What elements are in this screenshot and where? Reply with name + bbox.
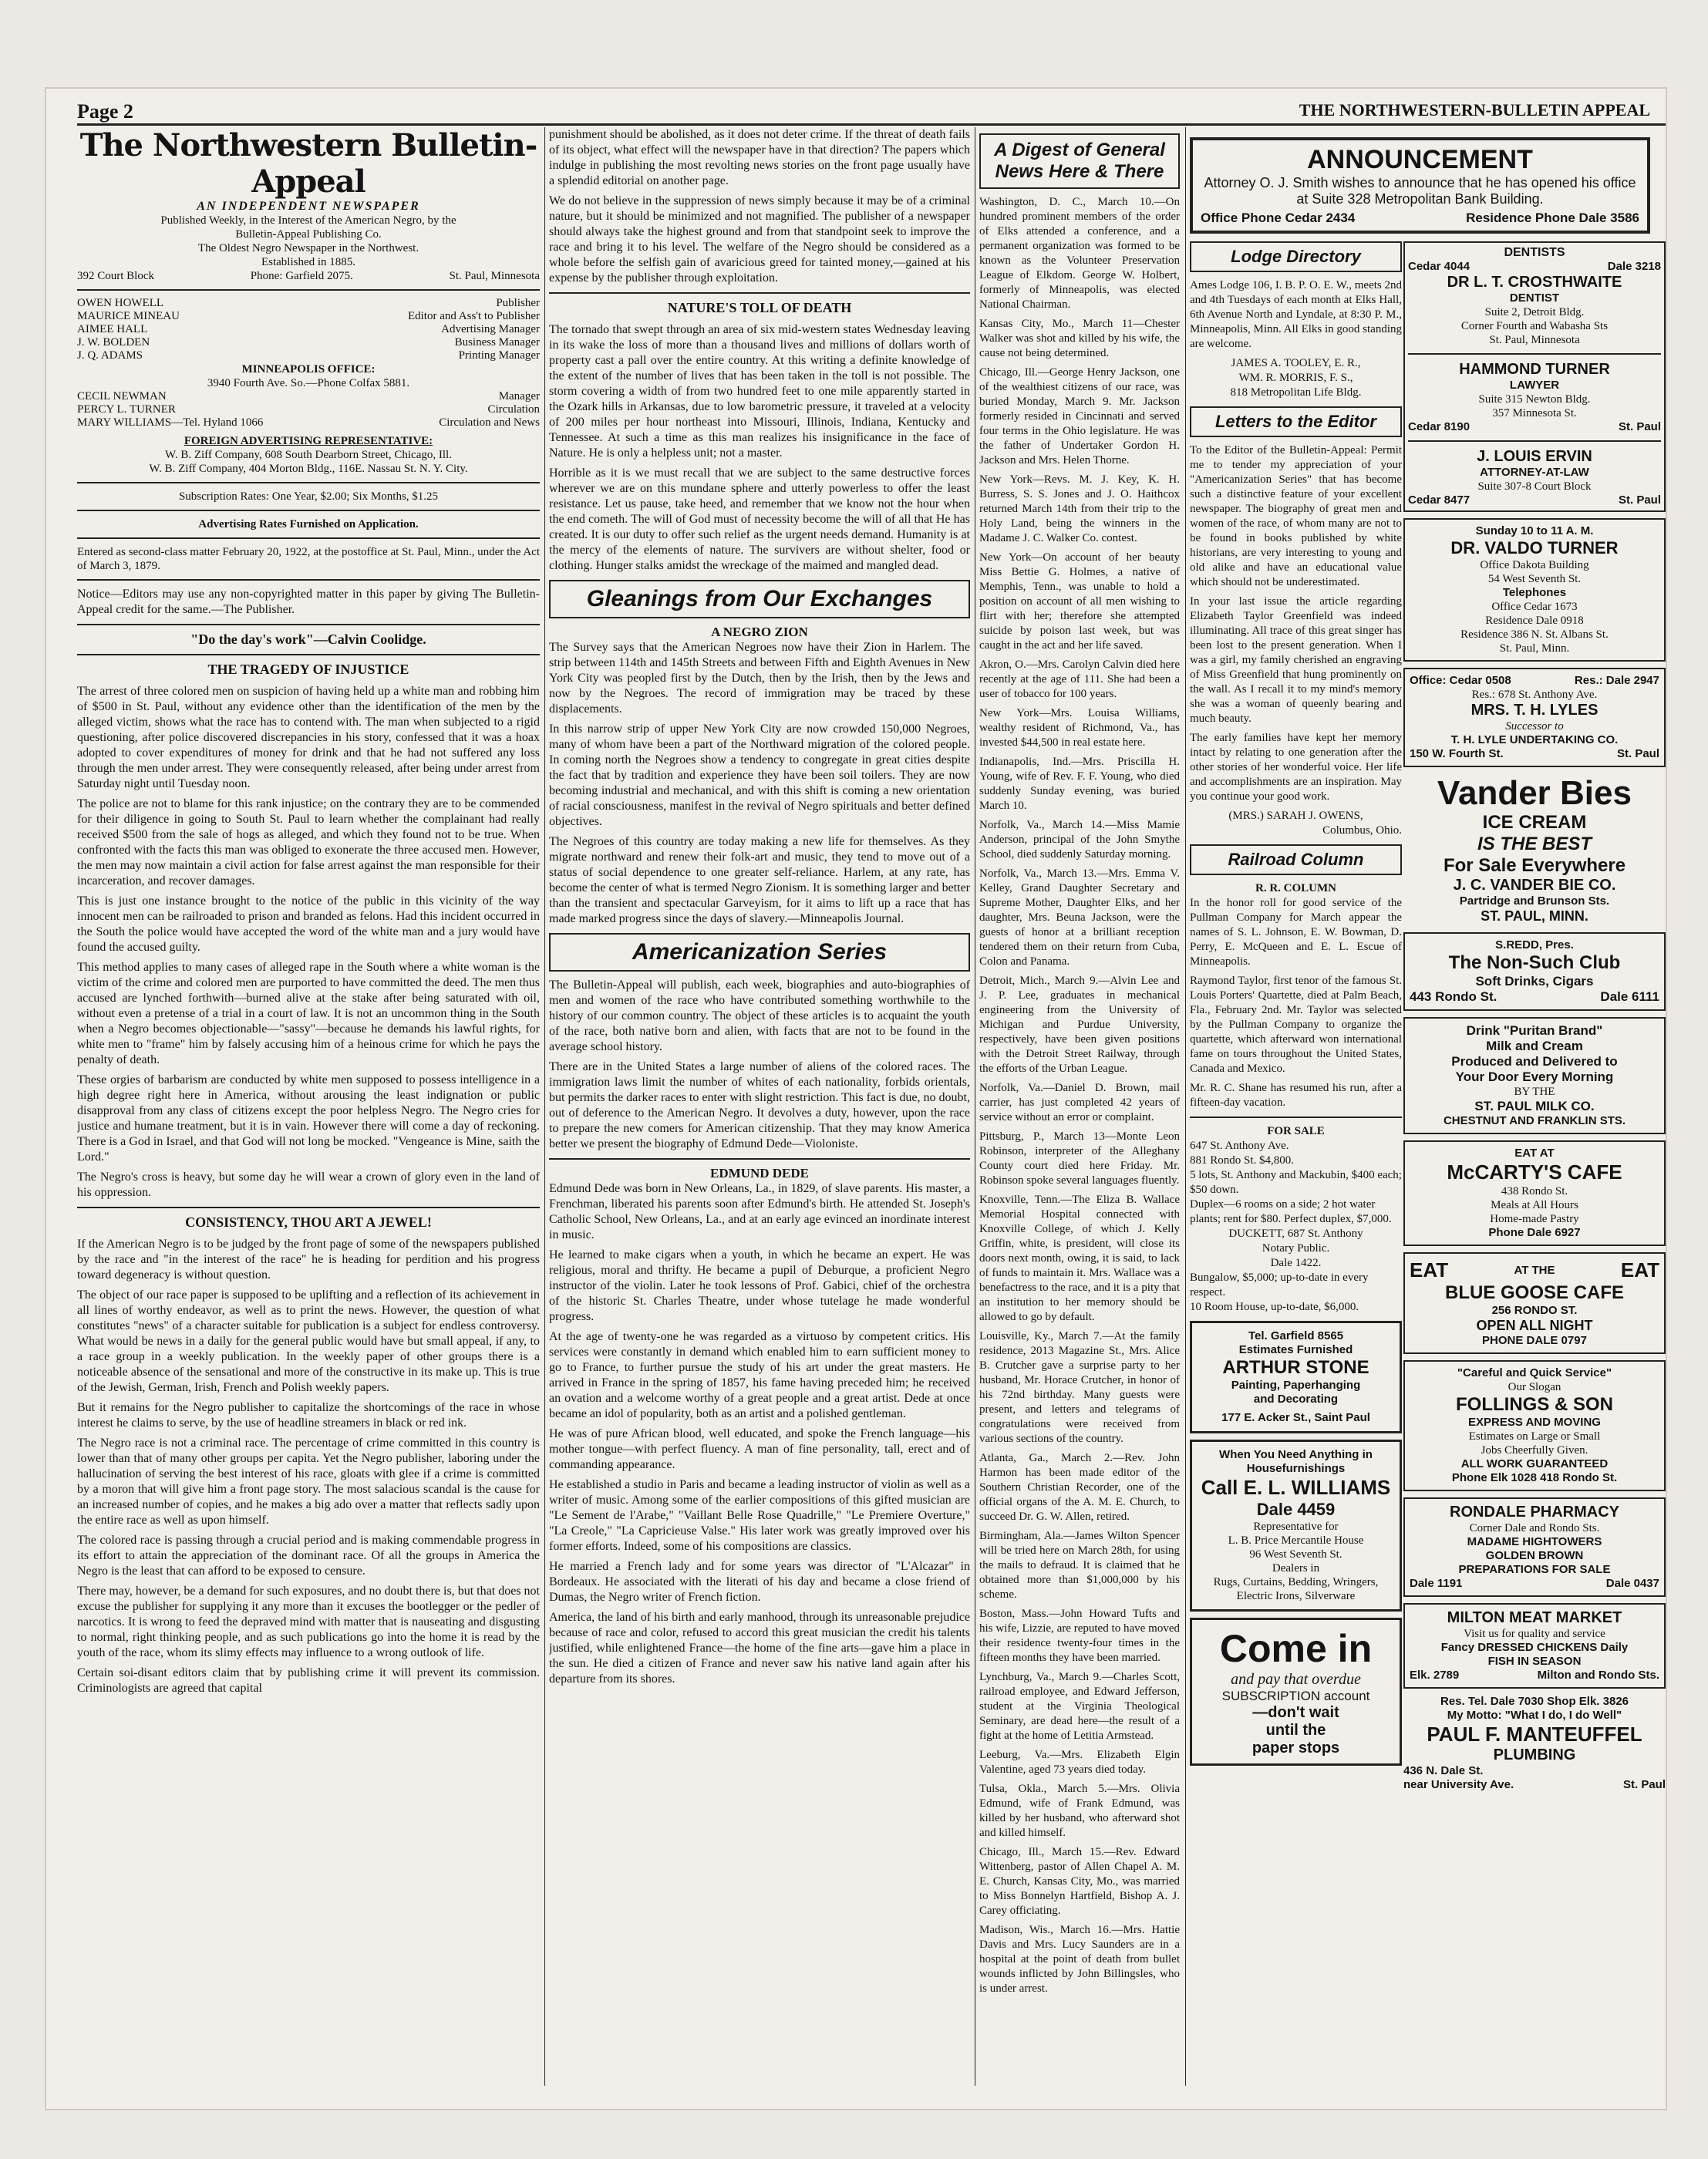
subscription-ad — [1190, 1618, 1402, 1766]
article-paragraph: The Negroes of this country are today making a new life for themselves. As they migrate northward and renew their folk-art and music, they tend to move out of a status of social dependence to one greater self-reliance. Harlem, at any rate, has become the center of what is termed Negro Zionism. It is something larger and better than the transient and spectacular Garveyism, for it aims to lift up a race that has made marked progress since the days of slavery.—Minneapolis Journal. — [549, 835, 970, 925]
ad-line: Milk and Cream — [1486, 1039, 1583, 1053]
ad-line: Produced and Delivered to — [1451, 1054, 1618, 1069]
minneapolis-title: MINNEAPOLIS OFFICE: — [241, 363, 376, 376]
news-item: Madison, Wis., March 16.—Mrs. Hattie Davis and Mrs. Lucy Saunders are in a hospital at the point of death from bullet wounds inflicted by John Billingsles, who is under arrest. — [979, 1924, 1180, 1995]
staff-name: OWEN HOWELL — [77, 297, 164, 309]
ad-line: Estimates Furnished — [1238, 1343, 1353, 1356]
ad-line: EAT — [1410, 1258, 1449, 1282]
article-paragraph: Edmund Dede was born in New Orleans, La., in 1829, of slave parents. His master, a Frenchman, liberated his parents soon after Edmund's birth. He attended St. Joseph's Catholic School, New Orleans, La., and at an early age evinced an inordinate interest in music. — [549, 1182, 970, 1241]
ad-phone: Dale 0437 — [1605, 1577, 1659, 1590]
ad-line: Residence 386 N. St. Albans St. — [1460, 628, 1609, 641]
letter-paragraph: The early families have kept her memory intact by relating to one generation after the other stories of her wonderful voice. Her life and accomplishments are an inspiration. May you continue your good work. — [1190, 732, 1402, 803]
forsale-line: 10 Room House, up-to-date, $6,000. — [1190, 1301, 1359, 1313]
ad-address — [1403, 1778, 1666, 1792]
ad-city: St. Paul — [1618, 420, 1661, 433]
ad-line: Painting, Paperhanging — [1231, 1379, 1361, 1392]
ad-headline: Come in — [1219, 1627, 1373, 1670]
article-paragraph: The Negro's cross is heavy, but some day he will wear a crown of glory even in the land of his oppression. — [77, 1170, 540, 1199]
divider — [77, 537, 540, 539]
forsale-line: Duplex—6 rooms on a side; 2 hot water plants; rent for $80. Perfect duplex, $7,000. — [1190, 1198, 1392, 1225]
article-paragraph: He learned to make cigars when a youth, in which he became an expert. He was religious, moral and thrifty. He became a pupil of Deburque, a proficient Negro instructor of the violin. Later he took lessons of Prof. Gabici, chief of the orchestra of the historic St. Charles Theatre, under whose tutelage he made wonderful progress. — [549, 1248, 970, 1323]
arthur-stone-ad — [1190, 1321, 1402, 1433]
article-paragraph: The Negro race is not a criminal race. The percentage of crime committed in this country is lower than that of many other groups per capita. Yet the Negro publisher, laboring under the hallucination of serving the best interest of his race, gloats with glee if a crime is committed by a moron that will give him a front page story. The most salacious scandal is the cause for an increased number of copies, and he makes a big ado over a matter that reflects sadly upon the entire race as well as upon himself. — [77, 1437, 540, 1527]
ad-phone: Res.: Dale 2947 — [1574, 674, 1659, 687]
article-title: EDMUND DEDE — [710, 1166, 809, 1181]
ad-line: 357 Minnesota St. — [1492, 407, 1577, 419]
ad-line: Corner Fourth and Wabasha Sts — [1460, 320, 1609, 332]
section-heading: Gleanings from Our Exchanges — [549, 580, 970, 618]
masthead-line: The Oldest Negro Newspaper in the Northwest. — [197, 242, 419, 254]
rondale-pharmacy-ad — [1403, 1497, 1666, 1597]
article-paragraph: The Survey says that the American Negroes now have their Zion in Harlem. The strip between 114th and 145th Streets and between Fifth and Eighth Avenues in New York City was peopled first by the Dutch, then by the Irish, then by the Jews and now by the Negroes. The record of immigration may be traced by these displacements. — [549, 641, 970, 716]
article-paragraph: Horrible as it is we must recall that we are subject to the same destructive forces wherever we are on this mundane sphere and utterly powerless to offer the least resistance. Let us pause, take heed, and remember that we know not the hour when the end cometh. The will of God must of necessity become the will of all that He has created. It is our duty to offer such relief as the urgent needs demand. Humanity is at the mercy of the elements of nature. The survivers are without shelter, food or clothing. Hunger stalks amidst the wreckage of the maimed and mangled dead. — [549, 466, 970, 572]
ad-name: Vander Bies — [1437, 774, 1632, 812]
staff-role: Publisher — [496, 297, 540, 309]
article-title: NATURE'S TOLL OF DEATH — [667, 300, 852, 315]
advertising-rates: Advertising Rates Furnished on Application. — [198, 518, 419, 530]
ad-line: Res.: 678 St. Anthony Ave. — [1471, 689, 1598, 701]
column-ads — [1403, 235, 1666, 2086]
ad-line: Office Cedar 1673 — [1491, 601, 1578, 613]
ad-line: Suite 2, Detroit Bldg. — [1484, 306, 1585, 318]
news-item: Akron, O.—Mrs. Carolyn Calvin died here recently at the age of 111. She had been a user of tobacco for 100 years. — [979, 658, 1180, 700]
ad-line: "Careful and Quick Service" — [1457, 1366, 1612, 1379]
staff-name: J. W. BOLDEN — [77, 336, 150, 349]
column-features — [549, 127, 970, 2086]
staff-role: Printing Manager — [458, 349, 540, 362]
ad-line: Rugs, Curtains, Bedding, Wringers, Electric Irons, Silverware — [1213, 1576, 1379, 1602]
ad-city: St. Paul — [1618, 493, 1661, 507]
foreign-title: FOREIGN ADVERTISING REPRESENTATIVE: — [184, 435, 433, 447]
ad-address — [1410, 747, 1659, 761]
ad-phone: Cedar 4044 — [1408, 260, 1470, 273]
announcement-phones — [1201, 211, 1639, 226]
forsale-title: FOR SALE — [1267, 1125, 1325, 1137]
ad-phone: Cedar 8190 — [1408, 420, 1470, 433]
news-item: Tulsa, Okla., March 5.—Mrs. Olivia Edmund, wife of Frank Edmund, was killed by her husband, who afterward shot and killed himself. — [979, 1783, 1180, 1839]
ad-phone: Cedar 8477 — [1408, 493, 1470, 507]
staff-name: CECIL NEWMAN — [77, 390, 167, 402]
ad-line: St. Paul, Minnesota — [1489, 334, 1580, 346]
masthead-address: 392 Court Block — [77, 270, 154, 282]
ad-line: Your Door Every Morning — [1455, 1069, 1614, 1084]
ad-line: EXPRESS AND MOVING — [1468, 1416, 1601, 1429]
forsale-line: Dale 1422. — [1270, 1257, 1322, 1269]
minneapolis-staff — [77, 390, 540, 429]
column-directory — [1190, 235, 1402, 2086]
column-digest — [979, 127, 1180, 2086]
ad-address — [1410, 1669, 1659, 1682]
lodge-officer: WM. R. MORRIS, F. S., — [1238, 372, 1353, 384]
article-paragraph: The police are not to blame for this rank injustice; on the contrary they are to be commended for their diligence in going to South St. Paul to learn whether the complainant had really received $500 from the sale of hogs as alleged, and which they found not to be true. When confronted with the facts this man was obliged to exonerate the three accused men. However, the men may now maintain a civil action for false arrest against the man responsible for their incarceration, and recover damages. — [77, 797, 540, 888]
lodge-officer: JAMES A. TOOLEY, E. R., — [1231, 357, 1361, 369]
article-paragraph: There may, however, be a demand for such exposures, and no doubt there is, but that does not excuse the publisher for supplying it any more than it excuses the bootlegger or the pedler of narcotics. It is wrong to feed the depraved mind with matter that is nauseating and disgusting to normal, right thinking people, and as such publications go into the home it is read by the youth of the race, whom its slimy effects may influence to a wrong outlook of life. — [77, 1585, 540, 1659]
divider — [549, 292, 970, 294]
blue-goose-ad — [1403, 1252, 1666, 1354]
lodge-text: Ames Lodge 106, I. B. P. O. E. W., meets 2nd and 4th Tuesdays of each month at Elks Hall, 6th Avenue North and Lyndale, at 8:30 P. M., Minneapolis, Minn. All Elks in good standing are welcome. — [1190, 279, 1402, 350]
ad-name: MRS. T. H. LYLES — [1470, 702, 1599, 719]
ad-line: Phone Elk 1028 418 Rondo St. — [1451, 1471, 1618, 1484]
masthead-title: The Northwestern Bulletin-Appeal — [79, 127, 537, 200]
masthead-phone: Phone: Garfield 2075. — [250, 270, 353, 282]
ad-line: PLUMBING — [1493, 1746, 1576, 1763]
staff-name: AIMEE HALL — [77, 323, 148, 335]
article-paragraph: If the American Negro is to be judged by the front page of some of the newspapers published by the race and "in the interest of the race" he is heading for perdition and his progress toward degeneracy is without question. — [77, 1238, 540, 1282]
article-paragraph: The arrest of three colored men on suspicion of having held up a white man and robbing him of $500 in St. Paul, without any evidence other than the identification of the men by the alleged victim, shows what the race has to contend with. The man when subjected to a rigid questioning, after police discovered discrepancies in his story, confessed that it was a hoax adopted to cover expenditures of money for drink and that he had not suffered any loss through the men under arrest. They were consequently released, after being under arrest from Saturday night until Tuesday noon. — [77, 685, 540, 790]
article-paragraph: Certain soi-disant editors claim that by publishing crime it will prevent its commission. Criminologists are agreed that capital — [77, 1666, 540, 1695]
ad-line: Drink "Puritan Brand" — [1466, 1023, 1603, 1038]
masthead-city: St. Paul, Minnesota — [449, 270, 540, 282]
announcement-title: ANNOUNCEMENT — [1307, 145, 1533, 174]
ad-line: Jobs Cheerfully Given. — [1481, 1444, 1588, 1457]
subscription-rates: Subscription Rates: One Year, $2.00; Six Months, $1.25 — [178, 490, 439, 503]
ad-line: Telephones — [1502, 586, 1567, 599]
news-item: Pittsburg, P., March 13—Monte Leon Robinson, interpreter of the Alleghany County court died here Friday. Mr. Robinson spoke several languages fluently. — [979, 1130, 1180, 1187]
ad-line: Corner Dale and Rondo Sts. — [1469, 1522, 1600, 1534]
ad-phones — [1410, 674, 1659, 688]
article-paragraph: The tornado that swept through an area of six mid-western states Wednesday leaving in its wake the loss of more than a thousand lives and millions of dollars worth of property cast a pall over the entire country. At this writing a definite knowledge of the extent of the number of lives that has been taken in the toll is not possible. The storm covering a width of from two hundred feet to one mile apparently started in the Ozark hills in Arkansas, due to low barometric pressure, it traveled at a velocity of 200 miles per hour northeast into Missouri, Illinois, Indiana, Kentucky and Tennessee. At such a time as this man realizes his insignificance in the face of Nature. He is only a helpless unit; not a master. — [549, 323, 970, 460]
dentist-ad — [1403, 241, 1666, 512]
article-paragraph: He established a studio in Paris and became a leading instructor of violin as well as a writer of music. Among some of the earlier compositions of this gifted musician are "Le Sement de l'Arabe," "Vaillant Belle Rose Quadrille," "Le Premiere Overture," "La Creole," "La Capricieuse Valse." His later work was greatly improved over his former efforts. Indeed, some of his compositions are classics. — [549, 1478, 970, 1553]
ad-line: Fancy DRESSED CHICKENS Daily — [1440, 1641, 1629, 1654]
ad-street: 443 Rondo St. — [1410, 989, 1497, 1004]
ad-line: 54 West Seventh St. — [1487, 573, 1582, 585]
masthead-contact — [77, 269, 540, 283]
divider — [1190, 1117, 1402, 1118]
article-title: A NEGRO ZION — [711, 625, 808, 639]
railroad-paragraph: Mr. R. C. Shane has resumed his run, after a fifteen-day vacation. — [1190, 1082, 1402, 1109]
article-paragraph: punishment should be abolished, as it does not deter crime. If the threat of death fails of its object, what effect will the newspaper have in that direction? The papers which indulge in publishing the most revolting news stories on the front page usually have a splendid editorial on another page. — [549, 128, 970, 187]
article-paragraph: America, the land of his birth and early manhood, through its unreasonable prejudice because of race and color, refused to accord this great musician the credit his talents justified, while enlightened France—the home of the fine arts—gave him a place in the sun. He died a citizen of France and never saw his native land again after his departure from its shores. — [549, 1611, 970, 1686]
ad-name: McCARTY'S CAFE — [1447, 1160, 1622, 1184]
news-item: Kansas City, Mo., March 11—Chester Walker was shot and killed by his wife, the cause not being determined. — [979, 318, 1180, 359]
divider — [549, 1158, 970, 1160]
ad-line: ALL WORK GUARANTEED — [1460, 1457, 1609, 1470]
column-rule — [1185, 127, 1186, 2086]
letter-paragraph: To the Editor of the Bulletin-Appeal: Permit me to tender my appreciation of your "Americanization Series" that has become such a distinctive feature of your excellent newspaper. The biography of great men and women of the race, of whom many are not to be found in books published by white historians, are very interesting to young and old alike and have an educational value which should not be underestimated. — [1190, 444, 1402, 588]
ad-name: BLUE GOOSE CAFE — [1444, 1282, 1625, 1303]
valdo-turner-ad — [1403, 518, 1666, 662]
news-item: Louisville, Ky., March 7.—At the family residence, 2013 Magazine St., Mrs. Alice B. Crutcher gave a surprise party to her husband, Mr. Horace Crutcher, in honor of his 72nd birthday. Many guests were present, and letters and telegrams of congratulations were received from various sections of the country. — [979, 1330, 1180, 1445]
ad-line: EAT — [1620, 1258, 1659, 1282]
column-rule — [544, 127, 545, 2086]
lyles-ad — [1403, 668, 1666, 767]
ad-line: Soft Drinks, Cigars — [1475, 974, 1594, 989]
ad-line: ATTORNEY-AT-LAW — [1480, 466, 1589, 479]
article-paragraph: This is just one instance brought to the notice of the public in this vicinity of the way innocent men can be railroaded to prison and branded as felons. Had this incident occurred in the South the police would have accepted the word of the white man and a jury would have found the accused guilty. — [77, 894, 540, 954]
entered-notice: Entered as second-class matter February 20, 1922, at the postoffice at St. Paul, Minn., under the Act of March 3, 1879. — [77, 546, 540, 572]
section-heading: Letters to the Editor — [1190, 406, 1402, 437]
ad-line: SUBSCRIPTION account — [1221, 1689, 1370, 1703]
divider — [77, 624, 540, 625]
ad-line: Suite 315 Newton Bldg. — [1478, 393, 1591, 406]
article-paragraph: He married a French lady and for some years was director of "L'Alcazar" in Bordeaux. He associated with the literati of his day and became a close friend of Dumas, the Negro writer of French fiction. — [549, 1560, 970, 1604]
article-paragraph: This method applies to many cases of alleged rape in the South where a white woman is the victim of the crime and colored men are purported to have committed the deed. The men thus accused are lynched forthwith—burned alive at the stake after being saturated with oil, without even a pretense of a trial in a court of law. It is not an uncommon thing in the South when a Negro becomes objectionable—"sassy"—because he demands his lawful rights, for white men to "frame" him by falsely accusing him of a heinous crime for which he pays the penalty of death. — [77, 961, 540, 1066]
ad-line: —don't wait — [1252, 1704, 1339, 1721]
ad-line: 256 RONDO ST. — [1491, 1304, 1578, 1317]
news-item: New York—Mrs. Louisa Williams, wealthy resident of Richmond, Va., has invested $44,500 in real estate here. — [979, 707, 1180, 749]
news-item: Atlanta, Ga., March 2.—Rev. John Harmon has been made editor of the Southern Christian Recorder, one of the official organs of the A. M. E. Church, to succeed Dr. G. W. Allen, retired. — [979, 1452, 1180, 1523]
article-paragraph: The Bulletin-Appeal will publish, each week, biographies and auto-biographies of men and women of the race who have contributed something worthwhile to the history of our common country. The object of these articles is to acquaint the youth of the race, both native born and alien, with facts that are not to be found in the average school history. — [549, 978, 970, 1053]
letter-paragraph: In your last issue the article regarding Elizabeth Taylor Greenfield was indeed illuminating. All trace of this great singer has been lost to the present generation. When I was a girl, my family cherished an engraving of Miss Greenfield that hung prominently on the wall. As I recall it to my mind's memory she was a woman of queenly bearing and much beauty. — [1190, 595, 1402, 725]
ad-line: St. Paul, Minn. — [1499, 642, 1570, 655]
ad-line: Office Dakota Building — [1480, 559, 1589, 571]
staff-name: MAURICE MINEAU — [77, 310, 180, 322]
ad-name: PAUL F. MANTEUFFEL — [1427, 1723, 1642, 1746]
ad-line: 438 Rondo St. — [1501, 1185, 1568, 1197]
ad-line: MADAME HIGHTOWERS — [1467, 1535, 1602, 1548]
ad-line: Suite 307-8 Court Block — [1477, 480, 1592, 493]
running-head: THE NORTHWESTERN-BULLETIN APPEAL — [1299, 100, 1650, 120]
ad-name: DR L. T. CROSTHWAITE — [1447, 274, 1622, 291]
ad-line: 96 West Seventh St. — [1249, 1548, 1342, 1561]
news-item: Norfolk, Va., March 14.—Miss Mamie Anderson, principal of the John Smythe School, died suddenly Saturday morning. — [979, 819, 1180, 861]
ad-line: until the — [1265, 1722, 1326, 1739]
staff-role: Circulation — [487, 403, 540, 416]
ad-street: 150 W. Fourth St. — [1410, 747, 1504, 760]
ad-line: Sunday 10 to 11 A. M. — [1475, 524, 1594, 537]
news-item: Washington, D. C., March 10.—On hundred prominent members of the order of Elks attended a conference, and a permanent organization was formed to be known as the Volunteer Preservation League of Elkdom. George W. Holbert, formerly of Minneapolis, was elected National Chairman. — [979, 196, 1180, 311]
ad-line: GOLDEN BROWN — [1485, 1549, 1584, 1562]
article-paragraph: The colored race is passing through a crucial period and is making commendable progress in its effort to attain the appreciation of the dominant race. Of all the groups in America the Negro is the least that can afford to be exposed to censure. — [77, 1534, 540, 1578]
ad-line: Res. Tel. Dale 7030 Shop Elk. 3826 — [1440, 1695, 1629, 1708]
news-item: Indianapolis, Ind.—Mrs. Priscilla H. Young, wife of Rev. F. F. Young, who died suddenly Sunday evening, was buried March 10. — [979, 756, 1180, 812]
ad-line: Tel. Garfield 8565 — [1248, 1329, 1344, 1342]
ad-phone: Dale 4459 — [1256, 1500, 1336, 1519]
railroad-paragraph: Raymond Taylor, first tenor of the famous St. Louis Porters' Quartette, died at Palm Beach, Fla., February 2nd. Mr. Taylor was selected by the Pullman Company to organize the quartette, which afterward won international fame on tours throughout the United States, Canada and Mexico. — [1190, 975, 1402, 1075]
article-paragraph: He was of pure African blood, well educated, and spoke the French language—his mother tongue—with perfect fluency. A man of fine personality, tall, erect and of commanding appearance. — [549, 1427, 970, 1471]
forsale-line: DUCKETT, 687 St. Anthony — [1228, 1228, 1363, 1240]
masthead-line: Bulletin-Appeal Publishing Co. — [235, 228, 382, 241]
ad-line: paper stops — [1252, 1740, 1340, 1757]
ad-street: near University Ave. — [1403, 1778, 1514, 1791]
ad-name: J. LOUIS ERVIN — [1477, 448, 1592, 465]
news-item: Birmingham, Ala.—James Wilton Spencer will be tried here on March 28th, for using the mails to defraud. It is claimed that he obtained more than $1,000,000 by his scheme. — [979, 1530, 1180, 1601]
ad-line: My Motto: "What I do, I do Well" — [1447, 1709, 1622, 1722]
ad-line: Phone Dale 6927 — [1488, 1226, 1581, 1239]
staff-role: Business Manager — [454, 336, 540, 349]
notice: Notice—Editors may use any non-copyrighted matter in this paper by giving The Bulletin-Appeal credit for the same.—The Publisher. — [77, 588, 540, 616]
forsale-line: 647 St. Anthony Ave. — [1190, 1140, 1289, 1152]
divider — [77, 654, 540, 655]
staff-name: J. Q. ADAMS — [77, 349, 143, 362]
news-item: Leeburg, Va.—Mrs. Elizabeth Elgin Valentine, aged 73 years died today. — [979, 1749, 1180, 1776]
ad-phones — [1410, 1577, 1659, 1591]
ad-line: PREPARATIONS FOR SALE — [1458, 1563, 1611, 1576]
ad-line: ST. PAUL, MINN. — [1481, 908, 1588, 924]
ad-line: ICE CREAM — [1482, 812, 1587, 833]
ad-phones — [1408, 493, 1661, 507]
divider — [1408, 440, 1661, 442]
ad-line: Meals at All Hours — [1491, 1199, 1578, 1211]
news-item: Chicago, Ill., March 15.—Rev. Edward Wittenberg, pastor of Allen Chapel A. M. E. Church, Kansas City, Mo., was married to Miss Bonnelyn Hartfield, Bishop A. J. Carey officiating. — [979, 1846, 1180, 1917]
section-heading: Lodge Directory — [1190, 241, 1402, 272]
ad-name: HAMMOND TURNER — [1459, 361, 1610, 378]
ad-phone: Dale 3218 — [1607, 260, 1661, 273]
article-paragraph: But it remains for the Negro publisher to capitalize the shortcomings of the race in whose interest he claims to serve, by the use of headline streamers in black or red ink. — [77, 1401, 540, 1430]
news-item: New York—On account of her beauty Miss Bettie G. Holmes, a native of Memphis, Tenn., was unable to hold a position on account of all men wishing to flirt with her; therefore she attempted suicide by poison last week, but was caught in the act and her life saved. — [979, 551, 1180, 652]
news-item: Chicago, Ill.—George Henry Jackson, one of the wealthiest citizens of our race, was buried Monday, March 9. Mr. Jackson formerly resided in Cincinnati and served four terms in the Ohio legislature. He was the father of Undertaker Gordon H. Jackson and Mrs. Helen Thorne. — [979, 366, 1180, 466]
staff-role: Advertising Manager — [441, 323, 540, 335]
divider — [77, 510, 540, 511]
article-title: CONSISTENCY, THOU ART A JEWEL! — [185, 1214, 432, 1230]
ad-name: DR. VALDO TURNER — [1450, 538, 1619, 557]
ad-line: Our Slogan — [1508, 1381, 1561, 1393]
section-heading: A Digest of General News Here & There — [979, 133, 1180, 189]
article-paragraph: At the age of twenty-one he was regarded as a virtuoso by competent critics. His services were constantly in demand which enabled him to earn sufficient money to go to France, to further pursue the study of his art under the great masters. He arrived in France in the spring of 1857, his fame having preceded him; he received an ovation and a welcome worthy of a great people and a great artist. Dede at once became an idol of popularity, both as an artist and a polished gentleman. — [549, 1330, 970, 1420]
motto: "Do the day's work"—Calvin Coolidge. — [190, 632, 426, 647]
ad-name: Call E. L. WILLIAMS — [1201, 1476, 1391, 1499]
masthead-line: Published Weekly, in the Interest of the American Negro, by the — [160, 214, 456, 227]
divider — [77, 289, 540, 291]
mccarty-ad — [1403, 1140, 1666, 1246]
milton-meat-ad — [1403, 1603, 1666, 1689]
ad-line: For Sale Everywhere — [1443, 855, 1626, 876]
ad-line: Representative for — [1253, 1521, 1339, 1533]
forsale-line: 881 Rondo St. $4,800. — [1190, 1154, 1295, 1167]
ad-line: Visit us for quality and service — [1464, 1628, 1605, 1640]
ad-city: St. Paul — [1622, 1778, 1666, 1791]
ad-line: OPEN ALL NIGHT — [1476, 1318, 1593, 1333]
ad-line: 436 N. Dale St. — [1403, 1764, 1484, 1777]
announcement-ad — [1190, 137, 1650, 234]
office-phone: Office Phone Cedar 2434 — [1201, 211, 1356, 225]
header-rule — [77, 123, 1666, 126]
news-item: Knoxville, Tenn.—The Eliza B. Wallace Memorial Hospital connected with Knoxville College, of which J. Kelly Griffin, white, is president, will close its doors next month, owing, it is said, to lack of funds to maintain it. Mrs. Wallace was a benefactress to the race, and it is a pity that an institution to her memory should be allowed to go by default. — [979, 1194, 1180, 1323]
masthead-line: Established in 1885. — [261, 256, 356, 268]
ad-phones — [1408, 420, 1661, 434]
staff-role: Circulation and News — [439, 416, 540, 429]
ad-line: BY THE — [1514, 1086, 1555, 1098]
ad-line: Partridge and Brunson Sts. — [1459, 894, 1610, 908]
ad-line: and Decorating — [1253, 1393, 1339, 1406]
ad-line: Home-made Pastry — [1490, 1213, 1579, 1225]
foreign-line: W. B. Ziff Company, 404 Morton Bldg., 116E. Nassau St. N. Y. City. — [149, 463, 468, 475]
ad-line: PHONE DALE 0797 — [1482, 1334, 1587, 1347]
ad-line: L. B. Price Mercantile House — [1228, 1534, 1364, 1547]
foreign-line: W. B. Ziff Company, 608 South Dearborn Street, Chicago, Ill. — [165, 449, 452, 461]
article-paragraph: We do not believe in the suppression of news simply because it may be of a criminal nature, but it should be minimized and not magnified. The publisher of a newspaper should always take the highest ground and from that standpoint seek to improve the race and bring it to his level. The welfare of the Negro should be considered as a whole before the selfish gain of avaricious greed for tainted money,—gained at his expense by the publisher through exploitation. — [549, 194, 970, 285]
ad-eat-row — [1410, 1258, 1659, 1282]
divider — [77, 482, 540, 483]
divider — [77, 579, 540, 581]
ad-line: Housefurnishings — [1246, 1462, 1346, 1475]
section-heading: Railroad Column — [1190, 844, 1402, 875]
follings-ad — [1403, 1360, 1666, 1491]
williams-ad — [1190, 1440, 1402, 1612]
ad-line: LAWYER — [1509, 379, 1560, 392]
ad-name: The Non-Such Club — [1448, 952, 1621, 973]
ad-line: CHESTNUT AND FRANKLIN STS. — [1443, 1114, 1626, 1127]
ad-line: When You Need Anything in — [1219, 1448, 1373, 1461]
ad-phone: Dale 6111 — [1600, 989, 1659, 1004]
railroad-paragraph: In the honor roll for good service of the Pullman Company for March appear the names of S. L. Johnson, E. W. Bowman, D. Perry, E. McQueen and E. L. Escue of Minneapolis. — [1190, 897, 1402, 968]
article-title: THE TRAGEDY OF INJUSTICE — [207, 662, 409, 677]
letter-signature: (MRS.) SARAH J. OWENS, — [1228, 810, 1363, 822]
ad-line: IS THE BEST — [1477, 834, 1592, 854]
milk-ad — [1403, 1017, 1666, 1134]
minneapolis-address: 3940 Fourth Ave. So.—Phone Colfax 5881. — [207, 377, 410, 389]
staff-role: Manager — [498, 390, 540, 402]
news-item: Norfolk, Va., March 13.—Mrs. Emma V. Kelley, Grand Daughter Secretary and Supreme Mother, Daughter Elks, and her daughter, Mrs. Beuna Jackson, were the guests of honor at a brilliant reception tendered them on their return from Cuba, Colon and Panama. — [979, 867, 1180, 968]
column-byline: R. R. COLUMN — [1255, 882, 1336, 894]
page-number: Page 2 — [77, 100, 133, 123]
ad-line: Successor to — [1505, 720, 1564, 733]
staff-role: Editor and Ass't to Publisher — [407, 310, 540, 322]
ad-street: Milton and Rondo Sts. — [1537, 1669, 1659, 1682]
ad-heading: DENTISTS — [1504, 246, 1565, 259]
forsale-line: Bungalow, $5,000; up-to-date in every respect. — [1190, 1271, 1369, 1298]
ad-address — [1410, 989, 1659, 1005]
column-editorial — [77, 127, 540, 2086]
ad-phone: Dale 1191 — [1410, 1577, 1463, 1590]
letter-city: Columbus, Ohio. — [1322, 824, 1402, 837]
ad-line: J. C. VANDER BIE CO. — [1453, 877, 1616, 894]
staff-name: PERCY L. TURNER — [77, 403, 176, 416]
ad-line: EAT AT — [1514, 1147, 1555, 1160]
ad-line: Residence Dale 0918 — [1485, 615, 1584, 627]
announcement-text: Attorney O. J. Smith wishes to announce that he has opened his office at Suite 328 Metropolitan Bank Building. — [1204, 175, 1636, 207]
article-paragraph: The object of our race paper is supposed to be uplifting and a reflection of its achievement in all lines of worthy endeavor, as well as to print the news. However, the question of what constitutes "news" of a character suitable for publication is a subject for endless controversy. What would be news in a daily for the general public would have but small appeal, if any, to a race group in a weekly publication. In the weekly paper of other groups there is a noticeable absence of the sensational and more of the constructive in its make up. This is true of the Jewish, German, Irish, French and Polish weekly papers. — [77, 1288, 540, 1394]
ad-phone: Office: Cedar 0508 — [1410, 674, 1511, 687]
ad-line: FISH IN SEASON — [1487, 1655, 1582, 1668]
manteuffel-ad — [1403, 1695, 1666, 1792]
ad-phone: Elk. 2789 — [1410, 1669, 1460, 1682]
nonsuch-club-ad — [1403, 932, 1666, 1011]
ad-line: 177 E. Acker St., Saint Paul — [1221, 1411, 1370, 1424]
staff-name: MARY WILLIAMS—Tel. Hyland 1066 — [77, 416, 264, 429]
ad-city: St. Paul — [1616, 747, 1659, 760]
lodge-address: 818 Metropolitan Life Bldg. — [1230, 386, 1362, 399]
news-item: Boston, Mass.—John Howard Tufts and his wife, Lizzie, are reputed to have moved their residence twenty-four times in the fifteen months they have been married. — [979, 1608, 1180, 1664]
article-paragraph: In this narrow strip of upper New York City are now crowded 150,000 Negroes, many of whom have been a part of the Northward migration of the colored people. In coming north the Negroes show a tendency to congregate in great cities despite the fact that by tradition and experience they have been soil toilers. They are now becoming industrial and mechanical, and with this shift is coming a new orientation of racial consciousness, manifest in the revival of Negro spirituals and better defined objectives. — [549, 722, 970, 828]
ad-line: AT THE — [1514, 1264, 1555, 1277]
ad-line: Estimates on Large or Small — [1468, 1430, 1601, 1443]
divider — [77, 1207, 540, 1208]
ad-phones — [1408, 260, 1661, 274]
article-paragraph: There are in the United States a large number of aliens of the colored races. The immigration laws limit the number of whites of each nationality, forbids orientals, but permits the darker races to enter with slight restriction. This fact is due, no doubt, out of deference to the American Negro. It devolves a duty, however, upon the race to prepare the new comers for American citizenship. That they may know America better we present the biography of Edmund Dede—Violoniste. — [549, 1060, 970, 1150]
article-paragraph: These orgies of barbarism are conducted by white men supposed to possess intelligence in a high degree right here in America, without arousing the least indignation or public disapproval from any class of citizens except the poor helpless Negro. The Negro cries for justice and humane treatment, but it is in vain. However there will come a day of reckoning. There is a God in Israel, and that God will not long be mocked. "Vengeance is Mine, saith the Lord." — [77, 1073, 540, 1164]
news-item: Norfolk, Va.—Daniel D. Brown, mail carrier, has just completed 42 years of service without an error or complaint. — [979, 1082, 1180, 1123]
divider — [1408, 353, 1661, 355]
residence-phone: Residence Phone Dale 3586 — [1466, 211, 1639, 225]
forsale-line: Notary Public. — [1262, 1242, 1330, 1255]
vanderbies-ad — [1403, 775, 1666, 925]
news-item: Detroit, Mich., March 9.—Alvin Lee and J. P. Lee, graduates in mechanical engineering from the University of Michigan and Purdue University, respectively, have been given positions with the Detroit Street Railway, through the efforts of the Urban League. — [979, 975, 1180, 1075]
ad-line: DENTIST — [1509, 291, 1560, 305]
ad-line: T. H. LYLE UNDERTAKING CO. — [1450, 733, 1619, 746]
masthead-subtitle: AN INDEPENDENT NEWSPAPER — [197, 200, 420, 213]
staff-list — [77, 297, 540, 362]
ad-name: MILTON MEAT MARKET — [1447, 1609, 1622, 1626]
ad-name: ST. PAUL MILK CO. — [1474, 1099, 1595, 1113]
ad-name: FOLLINGS & SON — [1456, 1394, 1613, 1415]
ad-line: S.REDD, Pres. — [1495, 938, 1574, 952]
forsale-line: 5 lots, St. Anthony and Mackubin, $400 each; $50 down. — [1190, 1169, 1402, 1196]
ad-line: and pay that overdue — [1231, 1671, 1361, 1688]
ad-name: RONDALE PHARMACY — [1450, 1504, 1619, 1521]
section-heading: Americanization Series — [549, 933, 970, 972]
news-item: New York—Revs. M. J. Key, K. H. Burress, S. S. Jones and J. O. Haithcox returned March 14th from their trip to the Holy Land, being the winners in the Madame J. C. Walker Co. contest. — [979, 473, 1180, 544]
ad-name: ARTHUR STONE — [1222, 1357, 1369, 1378]
news-item: Lynchburg, Va., March 9.—Charles Scott, railroad employee, and Edward Jefferson, student at the Virginia Theological Seminary, are dead here—the result of a fight at the home of Letitia Armstead. — [979, 1671, 1180, 1742]
ad-line: Dealers in — [1272, 1562, 1320, 1575]
